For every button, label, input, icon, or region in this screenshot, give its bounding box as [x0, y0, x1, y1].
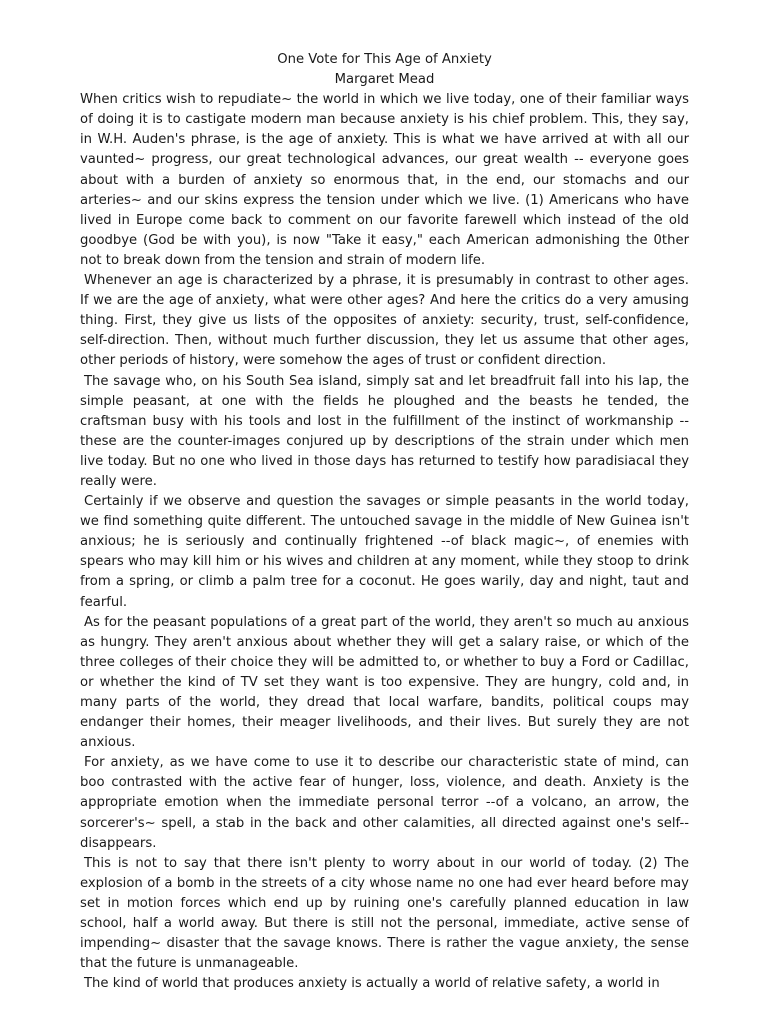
paragraph-3: The savage who, on his South Sea island, simply sat and let breadfruit fall into his lap, the simple peasant, at one with the fields he ploughed and the beasts he tended, the craftsman busy with his tools and lost in the fulfillment of the instinct of workmanship -- these are the counter-images conjured up by descriptions of the strain under which men live today. But no one who lived in those days has returned to testify how paradisiacal they really were. — [80, 373, 689, 489]
paragraph-5: As for the peasant populations of a great part of the world, they aren't so much au anxious as hungry. They aren't anxious about whether they will get a salary raise, or which of the three colleges of their choice they will be admitted to, or whether to buy a Ford or Cadillac, or whether the kind of TV set they want is too expensive. They are hungry, cold and, in many parts of the world, they dread that local warfare, bandits, political coups may endanger their homes, their meager livelihoods, and their lives. But surely they are not anxious. — [80, 614, 689, 751]
paragraph-8: The kind of world that produces anxiety is actually a world of relative safety, a world in — [84, 976, 660, 992]
paragraph-2: Whenever an age is characterized by a phrase, it is presumably in contrast to other ages. If we are the age of anxiety, what were other ages? And here the critics do a very amusing thing. First, they give us lists of the opposites of anxiety: security, trust, self-confidence, self-direction. Then, without much further discussion, they let us assume that other ages, other periods of history, were somehow the ages of trust or confident direction. — [80, 273, 689, 369]
paragraph-6: For anxiety, as we have come to use it to describe our characteristic state of mind, can boo contrasted with the active fear of hunger, loss, violence, and death. Anxiety is the appropriate emotion when the immediate personal terror --of a volcano, an arrow, the sorcerer's~ spell, a stab in the back and other calamities, all directed against one's self--disappears. — [80, 755, 689, 851]
document-page — [80, 50, 689, 994]
paragraph-1: When critics wish to repudiate~ the world in which we live today, one of their familiar ways of doing it is to castigate modern man because anxiety is his chief problem. This, they say, in W.H. Auden's phrase, is the age of anxiety. This is what we have arrived at with all our vaunted~ progress, our great technological advances, our great wealth -- everyone goes about with a burden of anxiety so enormous that, in the end, our stomachs and our arteries~ and our skins express the tension under which we live. (1) Americans who have lived in Europe come back to comment on our favorite farewell which instead of the old goodbye (God be with you), is now "Take it easy," each American admonishing the 0ther not to break down from the tension and strain of modern life. — [80, 92, 689, 268]
paragraph-7: This is not to say that there isn't plenty to worry about in our world of today. (2) The explosion of a bomb in the streets of a city whose name no one had ever heard before may set in motion forces which end up by ruining one's carefully planned education in law school, half a world away. But there is still not the personal, immediate, active sense of impending~ disaster that the savage knows. There is rather the vague anxiety, the sense that the future is unmanageable. — [80, 855, 689, 972]
paragraph-4: Certainly if we observe and question the savages or simple peasants in the world today, we find something quite different. The untouched savage in the middle of New Guinea isn't anxious; he is seriously and continually frightened --of black magic~, of enemies with spears who may kill him or his wives and children at any moment, while they stoop to drink from a spring, or climb a palm tree for a coconut. He goes warily, day and night, taut and fearful. — [80, 494, 689, 610]
document-author: Margaret Mead — [334, 72, 435, 88]
document-title: One Vote for This Age of Anxiety — [277, 52, 492, 67]
